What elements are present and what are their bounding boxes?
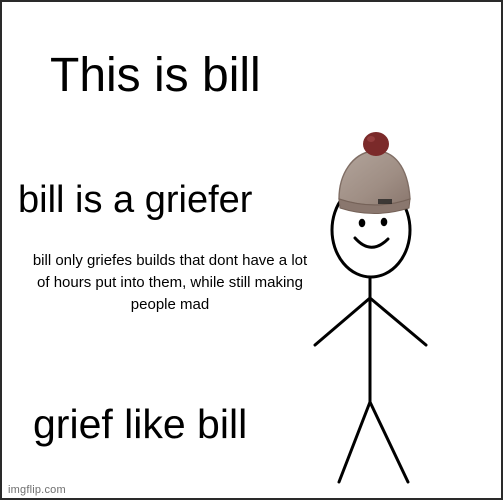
meme-text-grief-like-bill: grief like bill bbox=[33, 401, 248, 447]
bill-right-eye bbox=[381, 218, 388, 226]
bill-right-arm bbox=[370, 298, 426, 345]
bill-left-arm bbox=[315, 298, 370, 345]
bill-beanie-label bbox=[378, 199, 392, 204]
imgflip-watermark: imgflip.com bbox=[8, 484, 66, 496]
bill-left-leg bbox=[339, 402, 370, 482]
bill-beanie-pompom-highlight bbox=[367, 136, 375, 142]
meme-text-this-is-bill: This is bill bbox=[50, 49, 261, 102]
bill-beanie-pompom-icon bbox=[363, 132, 389, 156]
bill-left-eye bbox=[359, 219, 366, 227]
bill-beanie-icon bbox=[339, 151, 410, 205]
meme-text-bill-griefes-builds: bill only griefes builds that dont have a lot of hours put into them, while still making people mad bbox=[32, 252, 312, 313]
bill-right-leg bbox=[370, 402, 408, 482]
meme-text-bill-is-a-griefer: bill is a griefer bbox=[18, 179, 253, 221]
bill-stick-figure bbox=[300, 120, 465, 490]
